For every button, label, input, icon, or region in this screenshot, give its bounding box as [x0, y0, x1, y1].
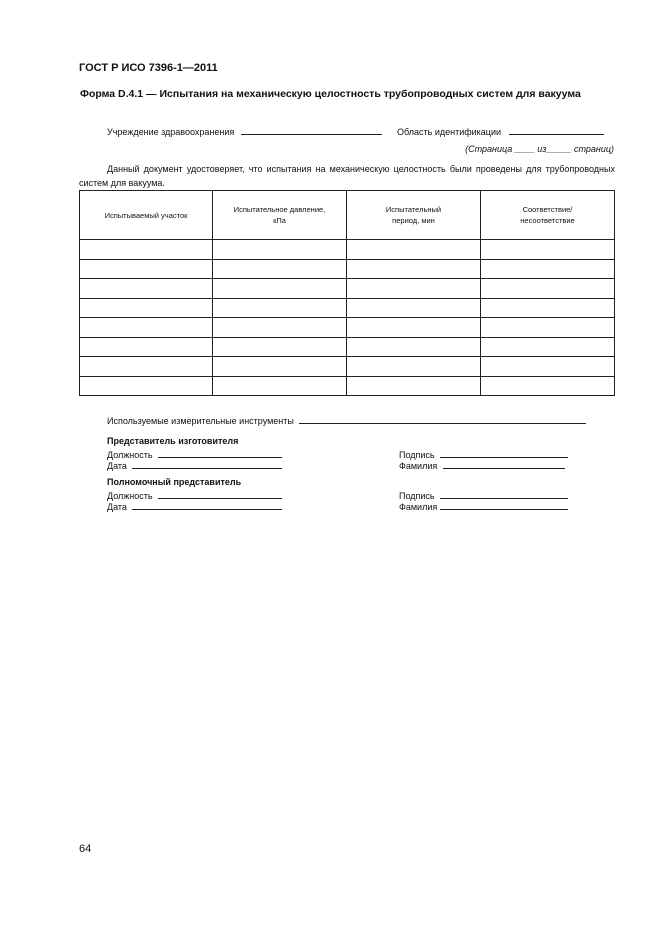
table-cell[interactable] [80, 259, 213, 279]
table-row [80, 318, 615, 338]
table-cell[interactable] [481, 279, 615, 299]
authorized-date-field[interactable] [132, 500, 282, 510]
table-cell[interactable] [213, 298, 347, 318]
table-cell[interactable] [481, 240, 615, 260]
table-cell[interactable] [80, 318, 213, 338]
table-cell[interactable] [481, 259, 615, 279]
table-cell[interactable] [213, 240, 347, 260]
table-cell[interactable] [80, 298, 213, 318]
table-cell[interactable] [347, 298, 481, 318]
table-cell[interactable] [481, 298, 615, 318]
manufacturer-position-label: Должность [107, 450, 153, 460]
table-cell[interactable] [481, 337, 615, 357]
table-cell[interactable] [347, 337, 481, 357]
manufacturer-date-field[interactable] [132, 459, 282, 469]
authorized-surname-field[interactable] [440, 500, 568, 510]
authorized-date-label: Дата [107, 502, 127, 512]
manufacturer-date-row [107, 459, 282, 471]
table-cell[interactable] [347, 279, 481, 299]
table-row [80, 298, 615, 318]
institution-field[interactable] [241, 125, 382, 135]
table-cell[interactable] [347, 376, 481, 396]
authorized-heading: Полномочный представитель [107, 477, 242, 487]
manufacturer-date-label: Дата [107, 461, 127, 471]
table-cell[interactable] [481, 376, 615, 396]
authorized-signature-field[interactable] [440, 489, 568, 499]
table-cell[interactable] [213, 259, 347, 279]
table-cell[interactable] [80, 240, 213, 260]
table-row [80, 240, 615, 260]
table-row [80, 279, 615, 299]
table-row [80, 376, 615, 396]
table-row [80, 337, 615, 357]
column-header-section: Испытываемый участок [80, 191, 213, 240]
instruments-row [107, 414, 586, 426]
table-cell[interactable] [213, 318, 347, 338]
manufacturer-heading: Представитель изготовителя [107, 436, 239, 446]
table-cell[interactable] [481, 357, 615, 377]
institution-row [107, 125, 382, 137]
manufacturer-surname-row [399, 459, 565, 471]
table-cell[interactable] [80, 279, 213, 299]
manufacturer-surname-label: Фамилия [399, 461, 438, 471]
institution-label: Учреждение здравоохранения [107, 127, 235, 137]
form-title: Форма D.4.1 — Испытания на механическую целостность трубопроводных систем для вакуума [80, 88, 581, 100]
manufacturer-surname-field[interactable] [443, 459, 565, 469]
document-code: ГОСТ Р ИСО 7396-1—2011 [79, 62, 218, 74]
column-header-compliance: Соответствие/ несоответствие [481, 191, 615, 240]
pages-counter: (Страница ____ из_____ страниц) [465, 144, 614, 154]
table-cell[interactable] [213, 279, 347, 299]
column-header-pressure: Испытательное давление, кПа [213, 191, 347, 240]
manufacturer-signature-field[interactable] [440, 448, 568, 458]
authorized-surname-row [399, 500, 568, 512]
table-cell[interactable] [213, 376, 347, 396]
authorized-position-label: Должность [107, 491, 153, 501]
authorized-position-field[interactable] [158, 489, 282, 499]
table-cell[interactable] [347, 240, 481, 260]
column-header-period: Испытательный период, мин [347, 191, 481, 240]
table-row [80, 357, 615, 377]
table-cell[interactable] [80, 376, 213, 396]
manufacturer-position-field[interactable] [158, 448, 282, 458]
instruments-field[interactable] [299, 414, 586, 424]
table-cell[interactable] [347, 318, 481, 338]
table-row [80, 259, 615, 279]
table-cell[interactable] [80, 357, 213, 377]
area-label: Область идентификации [397, 127, 502, 137]
table-cell[interactable] [80, 337, 213, 357]
table-header-row [80, 191, 615, 240]
table-cell[interactable] [213, 337, 347, 357]
test-table [79, 190, 615, 396]
table-cell[interactable] [481, 318, 615, 338]
statement-text: Данный документ удостоверяет, что испытания на механическую целостность были проведены для трубопроводных систем для вакуума. [79, 164, 615, 188]
area-field[interactable] [509, 125, 604, 135]
area-row [397, 125, 604, 137]
page-number: 64 [79, 843, 92, 855]
authorized-date-row [107, 500, 282, 512]
table-cell[interactable] [347, 357, 481, 377]
table-cell[interactable] [213, 357, 347, 377]
manufacturer-signature-label: Подпись [399, 450, 435, 460]
instruments-label: Используемые измерительные инструменты [107, 416, 294, 426]
table-cell[interactable] [347, 259, 481, 279]
statement-paragraph [79, 162, 615, 190]
authorized-surname-label: Фамилия [399, 502, 438, 512]
authorized-signature-label: Подпись [399, 491, 435, 501]
